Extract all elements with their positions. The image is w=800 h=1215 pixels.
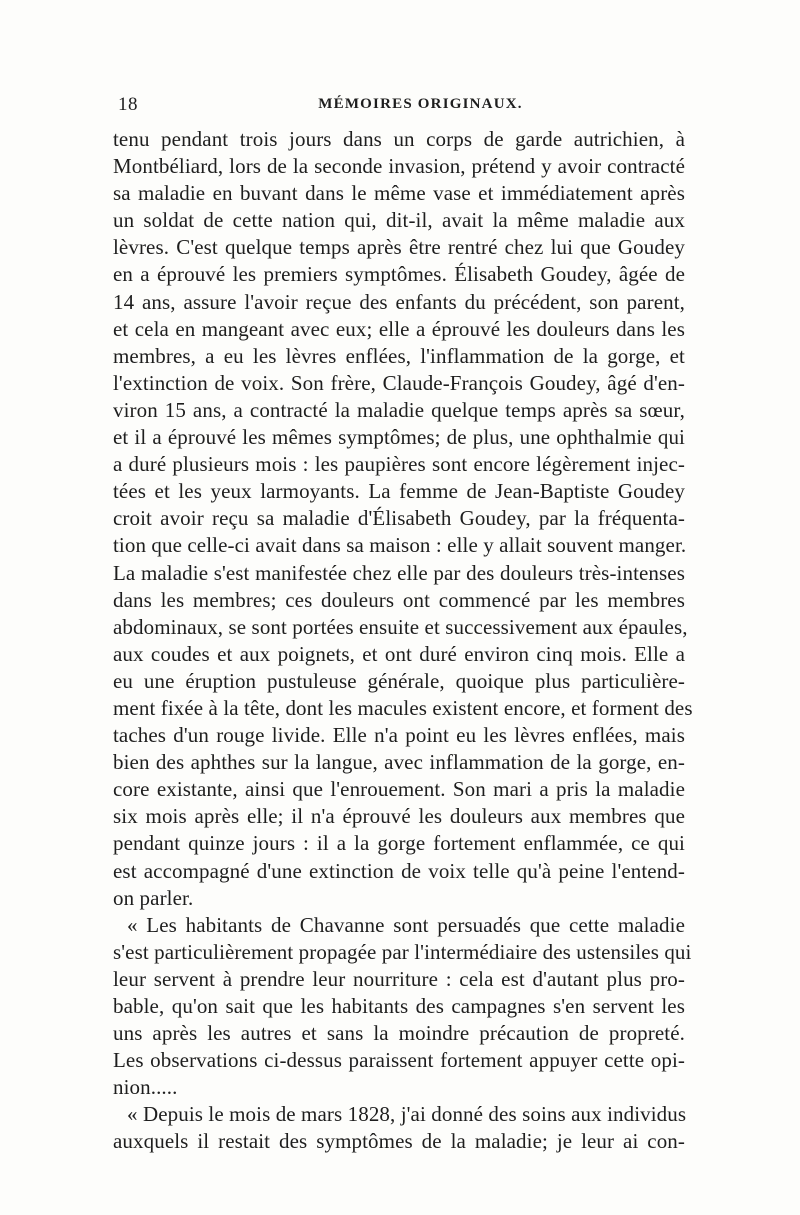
text-line: auxquels il restait des symptômes de la maladie; je leur ai con- [113, 1129, 685, 1154]
text-line: bien des aphthes sur la langue, avec inflammation de la gorge, en- [113, 750, 685, 775]
text-line: et il a éprouvé les mêmes symptômes; de plus, une ophthalmie qui [113, 425, 685, 450]
text-line: est accompagné d'une extinction de voix telle qu'à peine l'entend- [113, 858, 685, 883]
text-line: pendant quinze jours : il a la gorge fortement enflammée, ce qui [113, 831, 685, 856]
paragraph-start-line: « Depuis le mois de mars 1828, j'ai donné des soins aux individus [127, 1102, 687, 1127]
text-line: dans les membres; ces douleurs ont commencé par les membres [113, 587, 685, 612]
text-line: tion que celle-ci avait dans sa maison : elle y allait souvent manger. [113, 533, 687, 558]
text-line: taches d'un rouge livide. Elle n'a point eu les lèvres enflées, mais [113, 723, 685, 748]
text-line: sa maladie en buvant dans le même vase et immédiatement après [113, 181, 685, 206]
text-line: un soldat de cette nation qui, dit-il, avait la même maladie aux [113, 208, 685, 233]
text-line: s'est particulièrement propagée par l'intermédiaire des ustensiles qui [113, 939, 692, 964]
text-line: en a éprouvé les premiers symptômes. Élisabeth Goudey, âgée de [113, 262, 685, 287]
text-line: membres, a eu les lèvres enflées, l'inflammation de la gorge, et [113, 343, 685, 368]
text-line: lèvres. C'est quelque temps après être rentré chez lui que Goudey [113, 235, 685, 260]
text-line: La maladie s'est manifestée chez elle par des douleurs très-intenses [113, 560, 685, 585]
text-line: bable, qu'on sait que les habitants des campagnes s'en servent les [113, 994, 685, 1018]
body-text [113, 126, 693, 1156]
page-header [118, 94, 683, 120]
page-number: 18 [118, 94, 138, 115]
text-line: 14 ans, assure l'avoir reçue des enfants du précédent, son parent, [113, 289, 685, 314]
text-line: ment fixée à la tête, dont les macules existent encore, et forment des [113, 695, 693, 720]
text-line: eu une éruption pustuleuse générale, quoique plus particulière- [113, 668, 685, 693]
text-line: uns après les autres et sans la moindre précaution de propreté. [113, 1021, 685, 1046]
running-title: MÉMOIRES ORIGINAUX. [318, 96, 523, 112]
text-line: six mois après elle; il n'a éprouvé les douleurs aux membres que [113, 804, 685, 829]
text-line: viron 15 ans, a contracté la maladie quelque temps après sa sœur, [113, 397, 685, 422]
text-line: a duré plusieurs mois : les paupières sont encore légèrement injec- [113, 452, 685, 477]
text-line: l'extinction de voix. Son frère, Claude-François Goudey, âgé d'en- [113, 370, 685, 395]
text-line: nion..... [113, 1075, 178, 1100]
text-line: tenu pendant trois jours dans un corps de garde autrichien, à [113, 127, 685, 151]
text-line: aux coudes et aux poignets, et ont duré environ cinq mois. Elle a [113, 641, 685, 666]
paragraph-start-line: « Les habitants de Chavanne sont persuadés que cette maladie [127, 912, 685, 937]
text-line: abdominaux, se sont portées ensuite et successivement aux épaules, [113, 614, 688, 639]
text-line: on parler. [113, 885, 194, 910]
text-line: Montbéliard, lors de la seconde invasion, prétend y avoir contracté [113, 154, 685, 179]
text-line: tées et les yeux larmoyants. La femme de Jean-Baptiste Goudey [113, 479, 685, 504]
text-line: et cela en mangeant avec eux; elle a éprouvé les douleurs dans les [113, 316, 685, 341]
text-line: croit avoir reçu sa maladie d'Élisabeth Goudey, par la fréquenta- [113, 506, 685, 531]
text-line: leur servent à prendre leur nourriture : cela est d'autant plus pro- [113, 966, 685, 991]
text-line: Les observations ci-dessus paraissent fortement appuyer cette opi- [113, 1048, 685, 1073]
text-line: core existante, ainsi que l'enrouement. Son mari a pris la maladie [113, 777, 685, 802]
